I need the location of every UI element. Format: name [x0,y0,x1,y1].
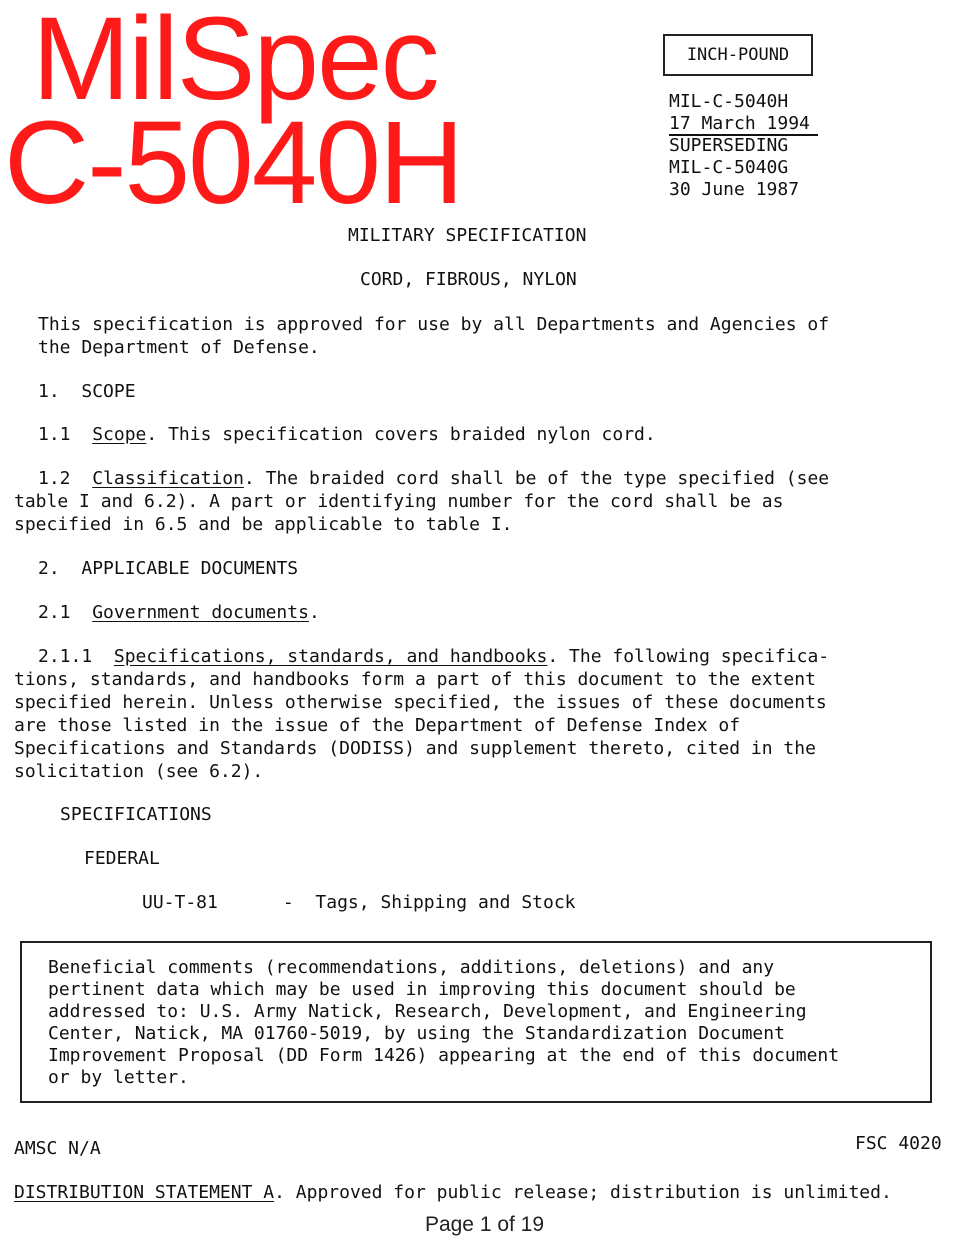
comments-box [20,941,932,1103]
section-1-1 [38,423,656,446]
section-title: Government documents [92,602,309,623]
approval-line-1: This specification is approved for use by all Departments and Agencies of [38,314,830,335]
section-2-1-1-line-4: are those listed in the issue of the Department of Defense Index of [14,715,741,736]
doc-subject-title: CORD, FIBROUS, NYLON [360,269,577,290]
comments-line: Beneficial comments (recommendations, additions, deletions) and any [48,957,775,978]
distribution-text: . Approved for public release; distribution is unlimited. [274,1182,892,1203]
spec-description: Tags, Shipping and Stock [315,892,576,913]
federal-spec-item [142,891,576,914]
page-indicator: Page 1 of 19 [424,1213,545,1236]
doc-id: MIL-C-5040H [669,91,789,112]
distribution-label: DISTRIBUTION STATEMENT A [14,1182,275,1203]
section-title: Specifications, standards, and handbooks [113,646,548,667]
section-title: Scope [92,424,147,445]
section-text: . [308,602,320,623]
section-1-2-line-3: specified in 6.5 and be applicable to table I. [14,514,513,535]
section-1-2-line-2: table I and 6.2). A part or identifying number for the cord shall be as [14,491,784,512]
section-2-1-1-line-6: solicitation (see 6.2). [14,761,264,782]
section-2-1-1-line-5: Specifications and Standards (DODISS) and supplement thereto, cited in the [14,738,816,759]
units-box: INCH-POUND [663,34,813,76]
section-number: 1. [38,381,60,402]
section-title: SCOPE [81,381,136,402]
comments-line: or by letter. [48,1067,189,1088]
specifications-heading: SPECIFICATIONS [60,804,212,825]
approval-line-2: the Department of Defense. [38,337,320,358]
comments-line: pertinent data which may be used in improving this document should be [48,979,796,1000]
superseded-date: 30 June 1987 [669,179,800,200]
section-2-1-1-line-3: specified herein. Unless otherwise specified, the issues of these documents [14,692,827,713]
watermark-line-1: MilSpec [32,0,438,125]
comments-line: Center, Natick, MA 01760-5019, by using the Standardization Document [48,1023,785,1044]
watermark-line-2: C-5040H [4,97,463,229]
comments-line: Improvement Proposal (DD Form 1426) appearing at the end of this document [48,1045,840,1066]
section-2-1-1-line-1 [38,645,829,668]
section-1-2-line-1 [38,467,829,490]
section-number: 1.2 [38,468,71,489]
spec-id: UU-T-81 [142,892,218,913]
superseded-id: MIL-C-5040G [669,157,789,178]
federal-heading: FEDERAL [84,848,160,869]
section-2-heading [38,557,298,580]
section-number: 2.1.1 [38,646,93,667]
section-text: . The braided cord shall be of the type specified (see [243,468,830,489]
comments-line: addressed to: U.S. Army Natick, Research, Development, and Engineering [48,1001,807,1022]
section-1-heading [38,380,136,403]
section-2-1 [38,601,320,624]
amsc-code: AMSC N/A [14,1138,101,1159]
distribution-statement [14,1181,892,1204]
fsc-code: FSC 4020 [855,1133,942,1154]
section-2-1-1-line-2: tions, standards, and handbooks form a part of this document to the extent [14,669,816,690]
section-title: Classification [92,468,244,489]
section-title: APPLICABLE DOCUMENTS [81,558,299,579]
section-number: 2. [38,558,60,579]
section-number: 1.1 [38,424,71,445]
doc-date: 17 March 1994 [669,113,818,136]
section-text: . This specification covers braided nylon cord. [146,424,656,445]
superseding-label: SUPERSEDING [669,135,789,156]
section-text: . The following specifica- [547,646,830,667]
spec-dash: - [282,892,294,913]
section-number: 2.1 [38,602,71,623]
doc-kind-title: MILITARY SPECIFICATION [348,225,587,246]
